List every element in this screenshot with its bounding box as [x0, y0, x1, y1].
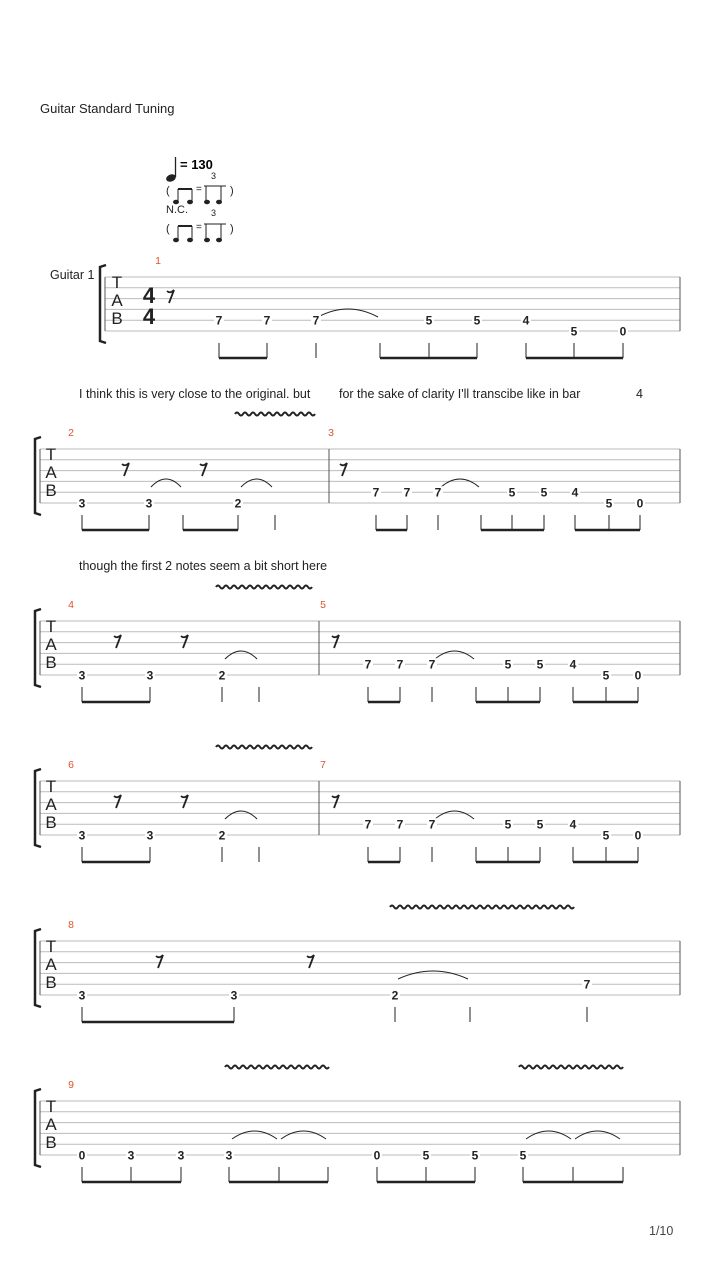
fret-number: 3 — [78, 496, 86, 511]
fret-number: 0 — [78, 1148, 86, 1163]
fret-number: 2 — [218, 668, 226, 683]
tab-system-5 — [35, 906, 680, 1023]
fret-number: 5 — [536, 657, 544, 672]
fret-number: 3 — [146, 828, 154, 843]
tie — [526, 1131, 571, 1139]
fret-number: 7 — [364, 817, 372, 832]
fret-number: 7 — [396, 657, 404, 672]
tab-system-2 — [35, 413, 680, 531]
fret-number: 5 — [422, 1148, 430, 1163]
fret-number: 5 — [540, 485, 548, 500]
tab-system-4 — [35, 746, 680, 863]
tie — [241, 479, 272, 487]
swing-marking — [166, 171, 234, 204]
tab-clef-letter: A — [45, 1115, 57, 1134]
fret-number: 7 — [372, 485, 380, 500]
fret-number: 7 — [396, 817, 404, 832]
tab-clef-letter: A — [45, 463, 57, 482]
fret-number: 3 — [230, 988, 238, 1003]
tie — [232, 1131, 277, 1139]
rest — [181, 635, 188, 648]
fret-number: 0 — [636, 496, 644, 511]
fret-number: 7 — [364, 657, 372, 672]
svg-text:=: = — [196, 222, 202, 233]
tab-clef-letter: A — [45, 635, 57, 654]
bar-number: 8 — [68, 919, 74, 931]
tempo-value: = 130 — [180, 157, 213, 172]
tie — [398, 971, 468, 979]
tie — [575, 1131, 620, 1139]
rest — [332, 635, 339, 648]
bar-number: 7 — [320, 759, 326, 771]
vibrato — [216, 746, 312, 749]
svg-text:(: ( — [166, 223, 170, 235]
fret-number: 5 — [504, 657, 512, 672]
bar-number: 3 — [328, 427, 334, 439]
fret-number: 7 — [312, 313, 320, 328]
tab-system-3 — [35, 586, 680, 703]
fret-number: 0 — [619, 324, 627, 339]
tie — [435, 651, 474, 659]
tab-clef-letter: T — [45, 777, 57, 796]
tie — [281, 1131, 326, 1139]
bar-number: 1 — [155, 255, 161, 267]
fret-number: 3 — [78, 828, 86, 843]
tie — [225, 651, 257, 659]
fret-number: 5 — [602, 828, 610, 843]
triplet-mark: 3 — [211, 171, 217, 181]
tab-clef-letter: B — [111, 309, 123, 328]
svg-text:): ) — [230, 185, 234, 197]
tab-clef-letter: T — [45, 937, 57, 956]
fret-number: 7 — [434, 485, 442, 500]
fret-number: 5 — [602, 668, 610, 683]
fret-number: 5 — [504, 817, 512, 832]
tab-system-1 — [100, 255, 680, 358]
tab-clef-letter: T — [111, 273, 123, 292]
fret-number: 5 — [519, 1148, 527, 1163]
tab-clef-letter: B — [45, 481, 57, 500]
fret-number: 3 — [146, 668, 154, 683]
tempo-marking — [165, 157, 213, 183]
fret-number: 5 — [570, 324, 578, 339]
bar-number: 4 — [68, 599, 74, 611]
fret-number: 7 — [428, 657, 436, 672]
fret-number: 3 — [78, 988, 86, 1003]
fret-number: 3 — [225, 1148, 233, 1163]
fret-number: 2 — [218, 828, 226, 843]
tie — [225, 811, 257, 819]
tie — [318, 309, 378, 317]
fret-number: 4 — [571, 485, 579, 500]
fret-number: 0 — [373, 1148, 381, 1163]
tab-clef-letter: T — [45, 617, 57, 636]
vibrato — [390, 906, 574, 909]
fret-number: 0 — [634, 828, 642, 843]
fret-number: 5 — [471, 1148, 479, 1163]
fret-number: 5 — [536, 817, 544, 832]
fret-number: 7 — [583, 977, 591, 992]
annotation-2: for the sake of clarity I'll transcibe like in bar — [339, 387, 581, 401]
svg-text:(: ( — [166, 185, 170, 197]
rest — [122, 463, 129, 476]
fret-number: 5 — [425, 313, 433, 328]
track-name: Guitar 1 — [50, 268, 95, 282]
bar-number: 6 — [68, 759, 74, 771]
vibrato — [216, 586, 312, 589]
fret-number: 5 — [508, 485, 516, 500]
fret-number: 7 — [263, 313, 271, 328]
time-signature-top: 4 — [142, 283, 156, 308]
tab-system-6 — [35, 1066, 680, 1183]
tie — [151, 479, 181, 487]
tab-clef-letter: A — [45, 955, 57, 974]
rest — [307, 955, 314, 968]
annotation-1: I think this is very close to the original. but — [79, 387, 311, 401]
tab-clef-letter: T — [45, 445, 57, 464]
fret-number: 3 — [78, 668, 86, 683]
svg-text:): ) — [230, 223, 234, 235]
time-signature-bottom: 4 — [142, 304, 156, 329]
fret-number: 4 — [569, 657, 577, 672]
tab-clef-letter: A — [45, 795, 57, 814]
tab-clef-letter: A — [111, 291, 123, 310]
fret-number: 3 — [127, 1148, 135, 1163]
tab-clef-letter: B — [45, 973, 57, 992]
bar-number: 5 — [320, 599, 326, 611]
rest — [167, 290, 174, 303]
tuning-label: Guitar Standard Tuning — [40, 101, 175, 116]
rest — [156, 955, 163, 968]
annotation-bar-ref: 4 — [636, 387, 643, 401]
rest — [200, 463, 207, 476]
rest — [114, 795, 121, 808]
fret-number: 4 — [522, 313, 530, 328]
vibrato — [225, 1066, 329, 1069]
fret-number: 5 — [605, 496, 613, 511]
tab-clef-letter: B — [45, 813, 57, 832]
tie — [441, 479, 479, 487]
nc-label: N.C. — [166, 204, 188, 216]
fret-number: 7 — [403, 485, 411, 500]
fret-number: 5 — [473, 313, 481, 328]
fret-number: 0 — [634, 668, 642, 683]
fret-number: 3 — [145, 496, 153, 511]
rest — [181, 795, 188, 808]
fret-number: 3 — [177, 1148, 185, 1163]
fret-number: 4 — [569, 817, 577, 832]
bar-number: 2 — [68, 427, 74, 439]
fret-number: 7 — [215, 313, 223, 328]
page-number: 1/10 — [649, 1224, 674, 1238]
vibrato — [235, 413, 315, 416]
tie — [435, 811, 474, 819]
fret-number: 2 — [234, 496, 242, 511]
tab-clef-letter: B — [45, 1133, 57, 1152]
fret-number: 2 — [391, 988, 399, 1003]
bar-number: 9 — [68, 1079, 74, 1091]
tab-clef-letter: B — [45, 653, 57, 672]
svg-text:3: 3 — [211, 208, 217, 218]
rest — [340, 463, 347, 476]
rest — [114, 635, 121, 648]
vibrato — [519, 1066, 623, 1069]
rest — [332, 795, 339, 808]
fret-number: 7 — [428, 817, 436, 832]
svg-text:=: = — [196, 184, 202, 195]
annotation-3: though the first 2 notes seem a bit short here — [79, 559, 328, 573]
tab-clef-letter: T — [45, 1097, 57, 1116]
